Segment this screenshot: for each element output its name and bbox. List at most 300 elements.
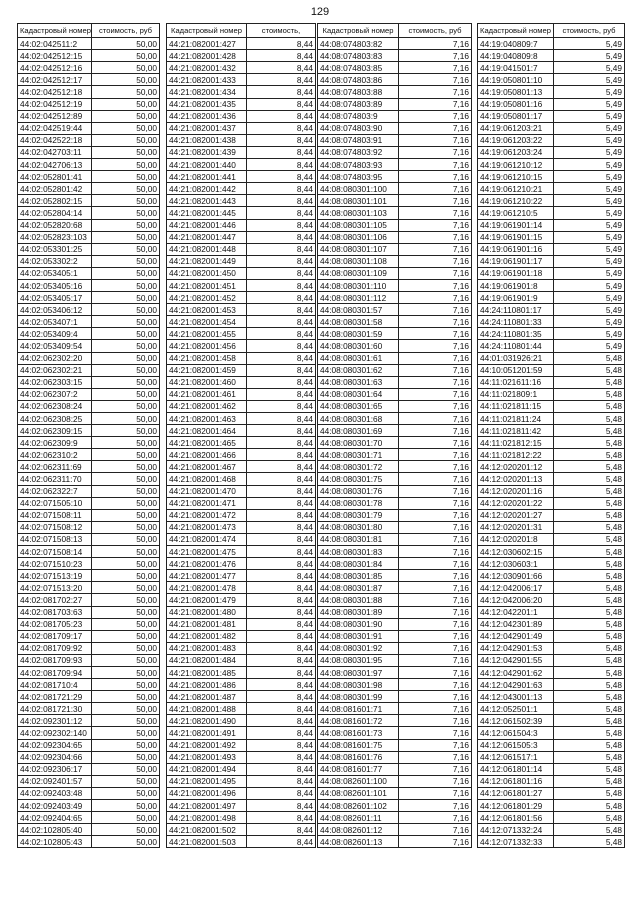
table-row [318,50,472,62]
table-row [167,570,316,582]
cadastral-table-1 [17,23,160,848]
cadastral-number: 44:02:053406:12 [18,304,92,316]
cost-value: 8,44 [247,800,316,812]
table-row [167,606,316,618]
table-row [18,364,160,376]
table-row [478,110,625,122]
cadastral-number: 44:24:110801:44 [478,340,554,352]
cost-value: 50,00 [92,122,160,134]
cadastral-number: 44:19:061210:22 [478,195,554,207]
cadastral-number: 44:12:020201:16 [478,485,554,497]
cadastral-number: 44:12:042901:63 [478,679,554,691]
cadastral-number: 44:02:053302:2 [18,255,92,267]
cost-value: 8,44 [247,388,316,400]
table-row [318,352,472,364]
table-row [18,787,160,799]
cadastral-number: 44:02:042512:18 [18,86,92,98]
table-row [478,642,625,654]
table-row [478,292,625,304]
table-row [167,582,316,594]
table-row [18,654,160,666]
table-row [167,533,316,545]
table-row [318,461,472,473]
table-row [318,207,472,219]
table-row [318,546,472,558]
cost-value: 50,00 [92,739,160,751]
cost-value: 8,44 [247,570,316,582]
cadastral-number: 44:11:021812:22 [478,449,554,461]
table-row [318,836,472,848]
cost-value: 7,16 [399,630,472,642]
table-row [18,691,160,703]
cadastral-number: 44:21:082001:427 [167,38,247,50]
table-row [478,62,625,74]
cost-value: 5,48 [554,582,625,594]
table-row [18,642,160,654]
cost-value: 8,44 [247,642,316,654]
cost-value: 50,00 [92,473,160,485]
cost-value: 7,16 [399,364,472,376]
cadastral-number: 44:19:061901:18 [478,267,554,279]
cadastral-number: 44:08:080301:76 [318,485,399,497]
table-row [167,171,316,183]
cost-value: 7,16 [399,171,472,183]
cost-value: 50,00 [92,171,160,183]
cost-value: 5,48 [554,812,625,824]
cost-value: 50,00 [92,134,160,146]
table-row [18,666,160,678]
cost-value: 7,16 [399,134,472,146]
cost-value: 5,49 [554,267,625,279]
table-row [18,207,160,219]
table-row [318,824,472,836]
cadastral-number: 44:08:080301:101 [318,195,399,207]
cadastral-number: 44:08:080301:72 [318,461,399,473]
cost-value: 5,49 [554,183,625,195]
cadastral-number: 44:21:082001:493 [167,751,247,763]
cost-value: 50,00 [92,425,160,437]
cadastral-number: 44:02:071508:11 [18,509,92,521]
cadastral-number: 44:08:080301:71 [318,449,399,461]
table-row [18,62,160,74]
cadastral-number: 44:08:080301:112 [318,292,399,304]
cost-value: 50,00 [92,691,160,703]
cadastral-number: 44:02:071508:14 [18,546,92,558]
table-row [167,727,316,739]
table-row [318,98,472,110]
cadastral-number: 44:08:074803:86 [318,74,399,86]
table-row [18,800,160,812]
table-row [167,183,316,195]
cost-value: 5,48 [554,763,625,775]
cadastral-number: 44:08:080301:92 [318,642,399,654]
table-row [478,570,625,582]
cost-value: 8,44 [247,691,316,703]
cost-value: 5,48 [554,666,625,678]
cost-value: 8,44 [247,292,316,304]
table-row [18,376,160,388]
table-row [18,219,160,231]
cost-value: 7,16 [399,763,472,775]
cost-value: 8,44 [247,146,316,158]
table-row [18,485,160,497]
table-row [318,715,472,727]
table-row [18,582,160,594]
cadastral-number: 44:08:080301:90 [318,618,399,630]
cost-value: 8,44 [247,739,316,751]
cadastral-number: 44:21:082001:472 [167,509,247,521]
cadastral-number: 44:21:082001:461 [167,388,247,400]
table-row [167,836,316,848]
cost-value: 50,00 [92,449,160,461]
cost-value: 8,44 [247,38,316,50]
cost-value: 8,44 [247,836,316,848]
cadastral-number: 44:21:082001:451 [167,279,247,291]
cost-value: 5,49 [554,86,625,98]
table-row [18,521,160,533]
cost-value: 7,16 [399,666,472,678]
cadastral-number: 44:08:080301:83 [318,546,399,558]
cost-value: 50,00 [92,38,160,50]
cadastral-number: 44:02:092403:49 [18,800,92,812]
table-row [167,654,316,666]
cadastral-number: 44:02:071510:23 [18,558,92,570]
table-row [478,74,625,86]
table-row [318,304,472,316]
cost-value: 5,49 [554,50,625,62]
cadastral-number: 44:02:081709:93 [18,654,92,666]
table-row [318,255,472,267]
cadastral-number: 44:21:082001:460 [167,376,247,388]
table-row [18,98,160,110]
cost-value: 8,44 [247,243,316,255]
cadastral-number: 44:08:080301:57 [318,304,399,316]
table-row [318,376,472,388]
cadastral-number: 44:12:020201:13 [478,473,554,485]
table-row [318,630,472,642]
table-row [167,812,316,824]
table-row [478,485,625,497]
table-row [318,159,472,171]
cost-value: 5,48 [554,570,625,582]
cadastral-number: 44:21:082001:481 [167,618,247,630]
cadastral-number: 44:08:074803:91 [318,134,399,146]
table-row [478,243,625,255]
table-row [478,122,625,134]
table-row [18,546,160,558]
cost-value: 7,16 [399,195,472,207]
cadastral-number: 44:21:082001:456 [167,340,247,352]
cost-value: 8,44 [247,207,316,219]
table-row [167,50,316,62]
table-row [18,243,160,255]
cost-value: 7,16 [399,691,472,703]
cadastral-number: 44:08:080301:61 [318,352,399,364]
cadastral-number: 44:12:061801:29 [478,800,554,812]
cost-value: 7,16 [399,594,472,606]
table-row [478,231,625,243]
cadastral-number: 44:21:082001:455 [167,328,247,340]
cadastral-number: 44:21:082001:440 [167,159,247,171]
table-row [478,763,625,775]
cadastral-number: 44:08:080301:106 [318,231,399,243]
cost-value: 50,00 [92,231,160,243]
cadastral-number: 44:12:042201:1 [478,606,554,618]
cost-value: 7,16 [399,509,472,521]
cost-value: 7,16 [399,122,472,134]
table-row [478,98,625,110]
table-row [167,279,316,291]
table-row [18,449,160,461]
cost-value: 50,00 [92,207,160,219]
cost-value: 7,16 [399,485,472,497]
cadastral-number: 44:21:082001:471 [167,497,247,509]
table-row [167,352,316,364]
table-row [318,666,472,678]
table-row [18,134,160,146]
cost-value: 50,00 [92,558,160,570]
cadastral-number: 44:02:052820:68 [18,219,92,231]
cost-value: 50,00 [92,437,160,449]
cadastral-number: 44:02:053405:1 [18,267,92,279]
cost-value: 5,49 [554,195,625,207]
table-row [318,582,472,594]
cost-value: 7,16 [399,800,472,812]
table-row [318,279,472,291]
cost-value: 7,16 [399,437,472,449]
cadastral-number: 44:21:082001:485 [167,666,247,678]
cost-value: 5,49 [554,279,625,291]
cost-value: 7,16 [399,812,472,824]
cadastral-number: 44:08:082601:12 [318,824,399,836]
cadastral-number: 44:02:081703:63 [18,606,92,618]
cost-value: 5,48 [554,800,625,812]
cadastral-number: 44:08:074803:83 [318,50,399,62]
table-row [18,183,160,195]
table-row [478,630,625,642]
cost-value: 8,44 [247,279,316,291]
table-row [167,509,316,521]
cadastral-number: 44:21:082001:492 [167,739,247,751]
cadastral-number: 44:02:042512:15 [18,50,92,62]
cost-value: 8,44 [247,824,316,836]
table-row [18,267,160,279]
cadastral-number: 44:21:082001:453 [167,304,247,316]
cost-value: 5,49 [554,171,625,183]
cost-value: 50,00 [92,727,160,739]
cadastral-number: 44:08:081601:77 [318,763,399,775]
cadastral-number: 44:08:080301:63 [318,376,399,388]
table-row [478,304,625,316]
table-row [167,618,316,630]
cost-value: 50,00 [92,195,160,207]
cadastral-number: 44:02:081705:23 [18,618,92,630]
cost-value: 8,44 [247,715,316,727]
cost-value: 5,49 [554,122,625,134]
table-row [18,231,160,243]
table-row [167,134,316,146]
cadastral-number: 44:02:053407:1 [18,316,92,328]
table-row [478,364,625,376]
cost-value: 7,16 [399,304,472,316]
cadastral-number: 44:19:050801:17 [478,110,554,122]
cadastral-number: 44:02:062322:7 [18,485,92,497]
cost-value: 50,00 [92,159,160,171]
cadastral-number: 44:08:080301:97 [318,666,399,678]
cost-value: 5,49 [554,243,625,255]
cadastral-number: 44:02:081702:27 [18,594,92,606]
cadastral-number: 44:02:071505:10 [18,497,92,509]
cadastral-number: 44:12:042006:17 [478,582,554,594]
cost-value: 50,00 [92,606,160,618]
table-row [318,449,472,461]
cost-value: 5,49 [554,134,625,146]
cadastral-number: 44:12:030603:1 [478,558,554,570]
cost-value: 50,00 [92,703,160,715]
table-row [478,461,625,473]
cadastral-number: 44:02:042512:89 [18,110,92,122]
table-row [318,171,472,183]
cost-value: 8,44 [247,461,316,473]
cost-value: 50,00 [92,630,160,642]
cost-value: 8,44 [247,594,316,606]
cost-value: 50,00 [92,98,160,110]
cadastral-number: 44:11:021812:15 [478,437,554,449]
cost-value: 5,48 [554,618,625,630]
cost-value: 7,16 [399,642,472,654]
cadastral-number: 44:08:080301:84 [318,558,399,570]
cost-value: 50,00 [92,413,160,425]
table-row [167,461,316,473]
cost-value: 8,44 [247,352,316,364]
table-row [18,497,160,509]
cost-value: 8,44 [247,521,316,533]
table-row [18,425,160,437]
cadastral-number: 44:12:071332:24 [478,824,554,836]
cadastral-number: 44:02:042512:17 [18,74,92,86]
cost-value: 8,44 [247,110,316,122]
table-row [318,775,472,787]
table-header-row [318,24,472,38]
table-row [478,134,625,146]
table-row [318,38,472,50]
cadastral-number: 44:21:082001:475 [167,546,247,558]
cadastral-number: 44:12:071332:33 [478,836,554,848]
cost-value: 7,16 [399,62,472,74]
cadastral-number: 44:11:021809:1 [478,388,554,400]
cadastral-number: 44:19:061210:21 [478,183,554,195]
table-row [318,86,472,98]
table-row [478,546,625,558]
cadastral-number: 44:19:061901:15 [478,231,554,243]
cost-value: 8,44 [247,62,316,74]
cadastral-number: 44:21:082001:450 [167,267,247,279]
cost-value: 50,00 [92,812,160,824]
cost-value: 5,48 [554,558,625,570]
cadastral-number: 44:21:082001:502 [167,824,247,836]
cost-value: 7,16 [399,473,472,485]
table-row [318,558,472,570]
table-row [167,679,316,691]
table-row [478,606,625,618]
table-row [478,425,625,437]
table-row [167,400,316,412]
cost-value: 8,44 [247,775,316,787]
table-row [318,134,472,146]
cadastral-number: 44:08:080301:95 [318,654,399,666]
cadastral-number: 44:11:021811:42 [478,425,554,437]
table-row [318,533,472,545]
cost-value: 5,48 [554,521,625,533]
cadastral-number: 44:02:042512:16 [18,62,92,74]
cadastral-number: 44:02:102805:40 [18,824,92,836]
cost-value: 7,16 [399,74,472,86]
table-header-row [167,24,316,38]
cadastral-number: 44:21:082001:449 [167,255,247,267]
table-row [478,219,625,231]
cadastral-number: 44:02:092403:48 [18,787,92,799]
cost-value: 7,16 [399,521,472,533]
cadastral-number: 44:11:021811:24 [478,413,554,425]
table-row [318,497,472,509]
table-row [18,570,160,582]
cost-value: 7,16 [399,340,472,352]
table-row [318,606,472,618]
table-row [478,775,625,787]
cadastral-number: 44:21:082001:474 [167,533,247,545]
cadastral-number: 44:02:062302:21 [18,364,92,376]
cadastral-number: 44:02:042706:13 [18,159,92,171]
table-row [478,751,625,763]
cadastral-number: 44:19:061901:14 [478,219,554,231]
table-row [478,316,625,328]
table-row [167,594,316,606]
cost-value: 5,49 [554,98,625,110]
cadastral-number: 44:21:082001:437 [167,122,247,134]
cadastral-number: 44:19:061210:15 [478,171,554,183]
cadastral-number: 44:12:020201:12 [478,461,554,473]
cadastral-number: 44:12:020201:27 [478,509,554,521]
table-row [18,775,160,787]
cost-value: 5,48 [554,727,625,739]
cost-value: 8,44 [247,134,316,146]
cost-value: 5,48 [554,461,625,473]
cost-value: 7,16 [399,461,472,473]
table-row [478,86,625,98]
cost-value: 50,00 [92,376,160,388]
cadastral-number: 44:21:082001:462 [167,400,247,412]
cost-value: 7,16 [399,739,472,751]
cadastral-number: 44:02:092306:17 [18,763,92,775]
table-row [167,243,316,255]
cadastral-number: 44:02:081709:92 [18,642,92,654]
table-row [318,812,472,824]
cadastral-number: 44:12:020201:31 [478,521,554,533]
cost-value: 7,16 [399,606,472,618]
table-row [167,497,316,509]
table-row [318,473,472,485]
table-row [318,146,472,158]
table-row [318,703,472,715]
cadastral-number: 44:08:080301:88 [318,594,399,606]
table-row [167,546,316,558]
cadastral-number: 44:21:082001:480 [167,606,247,618]
cost-value: 7,16 [399,751,472,763]
cost-value: 8,44 [247,255,316,267]
table-row [478,666,625,678]
cadastral-number: 44:02:092304:65 [18,739,92,751]
table-row [478,473,625,485]
